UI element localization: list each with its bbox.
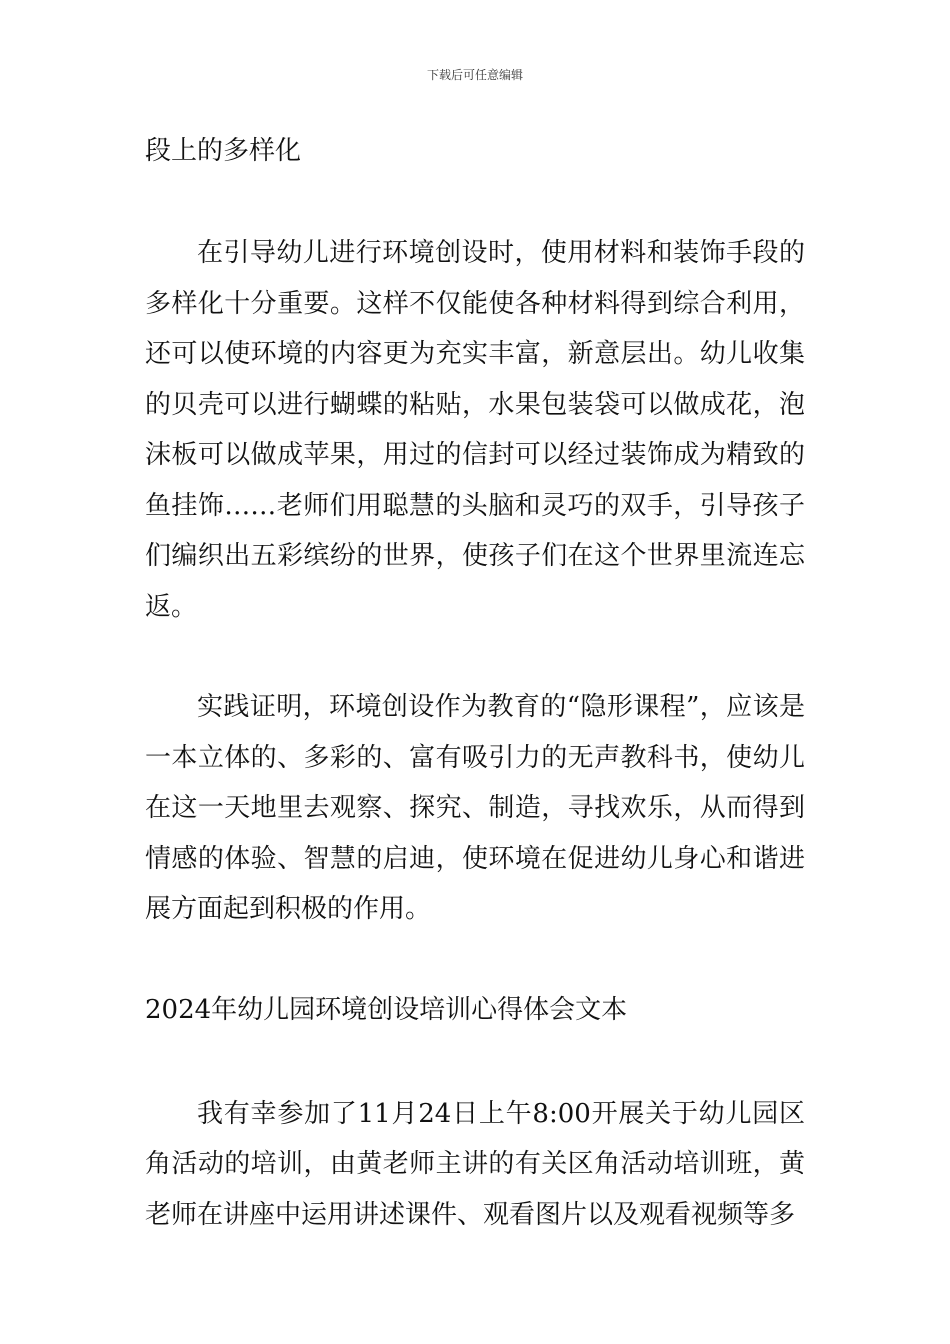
spacer (145, 176, 805, 228)
spacer (145, 1035, 805, 1089)
document-body (145, 126, 805, 1240)
section-heading: 段上的多样化 (145, 136, 302, 166)
paragraph-conclusion: 实践证明，环境创设作为教育的“隐形课程”，应该是一本立体的、多彩的、富有吸引力的无声教科书，使幼儿在这一天地里去观察、探究、制造，寻找欢乐，从而得到情感的体验、智慧的启迪，使环境在促进幼儿身心和谐进展方面起到积极的作用。 (145, 692, 805, 924)
article-title: 2024年幼儿园环境创设培训心得体会文本 (145, 994, 628, 1025)
paragraph-training: 我有幸参加了11月24日上午8:00开展关于幼儿园区角活动的培训，由黄老师主讲的有关区角活动培训班，黄老师在讲座中运用讲述课件、观看图片以及观看视频等多 (145, 1098, 805, 1230)
header-note: 下载后可任意编辑 (426, 68, 523, 82)
spacer (145, 935, 805, 985)
paragraph-materials: 在引导幼儿进行环境创设时，使用材料和装饰手段的多样化十分重要。这样不仅能使各种材料得到综合利用，还可以使环境的内容更为充实丰富，新意层出。幼儿收集的贝壳可以进行蝴蝶的粘贴，水果包装袋可以做成花，泡沫板可以做成苹果，用过的信封可以经过装饰成为精致的鱼挂饰……老师们用聪慧的头脑和灵巧的双手，引导孩子们编织出五彩缤纷的世界，使孩子们在这个世界里流连忘返。 (145, 238, 805, 622)
spacer (145, 632, 805, 682)
